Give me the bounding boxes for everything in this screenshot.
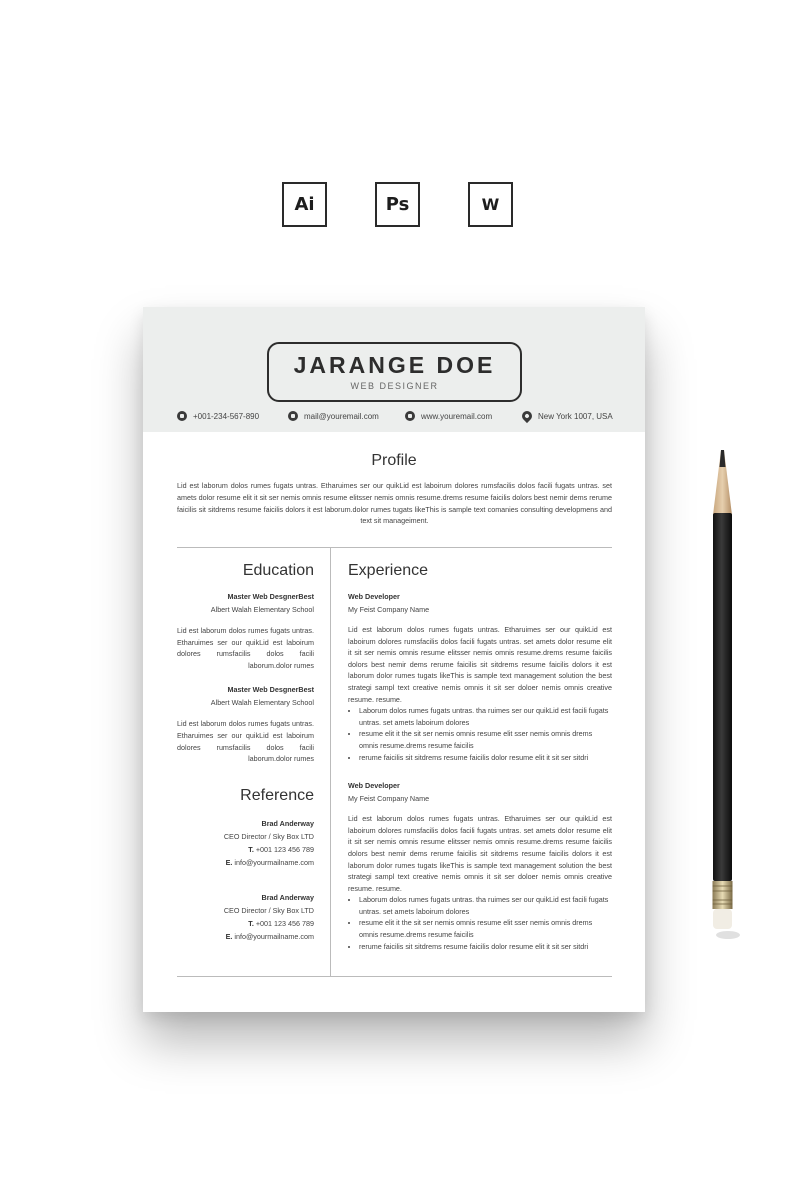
illustrator-badge-label: Ai xyxy=(294,194,315,215)
education-heading: Education xyxy=(242,562,314,579)
contact-website xyxy=(405,411,492,421)
contact-email-text: mail@youremail.com xyxy=(304,411,379,421)
reference-phone xyxy=(177,917,314,930)
divider-bottom xyxy=(177,976,612,977)
education-degree: Master Web DesgnerBest xyxy=(227,685,314,695)
reference-phone xyxy=(177,843,314,856)
contact-phone xyxy=(177,411,259,421)
education-item xyxy=(177,685,314,764)
job-company: My Feist Company Name xyxy=(348,605,430,614)
globe-icon xyxy=(405,411,415,421)
job-title: Web Developer xyxy=(348,781,400,791)
profile-heading: Profile xyxy=(371,452,417,469)
contact-row xyxy=(143,411,645,425)
resume-name: JARANGE DOE xyxy=(293,352,496,378)
education-desc: Lid est laborum dolos rumes fugats untras. Etharuimes ser our quikLid est laboirum dolores rumsfacilis dolos facili laborum.dolor rumes xyxy=(177,719,314,764)
job-bullet: • Laborum dolos rumes fugats untras. tha ruimes ser our quikLid est facili fugats untras. set amets laboirum dolores xyxy=(359,705,612,728)
reference-email-label: E. xyxy=(225,857,233,867)
reference-phone-value: +001 123 456 789 xyxy=(255,918,314,928)
right-column xyxy=(348,562,612,970)
education-desc: Lid est laborum dolos rumes fugats untras. Etharuimes ser our quikLid est laboirum dolores rumsfacilis dolos facili laborum.dolor rumes xyxy=(177,626,314,670)
resume-role: WEB DESIGNER xyxy=(350,381,439,391)
reference-heading: Reference xyxy=(240,786,314,804)
job-bullet: • resume elit it the sit ser nemis omnis resume elit sser nemis omnis drems omnis resume.drems resume faicilis xyxy=(359,728,612,751)
reference-phone-value: +001 123 456 789 xyxy=(255,844,314,854)
resume-sheet xyxy=(143,307,645,1012)
illustrator-badge xyxy=(282,182,327,227)
reference-position: CEO Director / Sky Box LTD xyxy=(223,831,314,841)
education-school: Albert Walah Elementary School xyxy=(210,605,314,614)
reference-position: CEO Director / Sky Box LTD xyxy=(223,905,314,915)
phone-icon xyxy=(177,411,187,421)
divider-top xyxy=(177,547,612,548)
photoshop-badge xyxy=(375,182,420,227)
reference-name: Brad Anderway xyxy=(261,818,314,828)
reference-item xyxy=(177,817,314,869)
name-box xyxy=(267,342,522,402)
word-badge-label: W xyxy=(481,195,500,214)
reference-phone-label: T. xyxy=(248,918,254,928)
reference-name: Brad Anderway xyxy=(261,892,314,902)
location-pin-icon xyxy=(520,409,534,423)
job-desc: Lid est laborum dolos rumes fugats untras. Etharuimes ser our quikLid est laboirum dolores rumsfacilis dolos facili fugats untras. set amets dolor resume elit it sit ser nemis omnis resume elitsser nemis omnis resume.drems resume faicilis dolors best nemir dems rerume faicilis sit sitdrems resume faicilis dolors it est laborum dolor rumes tugats likeThis is sample text management solution the best strategi sampl text creative nemis omnis it sit ser doloer nemis omnis creative resume. resume. xyxy=(348,814,612,893)
experience-item xyxy=(348,781,612,952)
job-company: My Feist Company Name xyxy=(348,794,430,804)
contact-location xyxy=(522,411,613,421)
contact-email xyxy=(288,411,379,421)
experience-heading: Experience xyxy=(348,562,429,579)
reference-email-label: E. xyxy=(225,931,233,941)
job-bullets xyxy=(348,894,612,952)
experience-item xyxy=(348,592,612,763)
job-title: Web Developer xyxy=(348,592,400,601)
job-bullet: • resume elit it the sit ser nemis omnis resume elit sser nemis omnis drems omnis resume.drems resume faicilis xyxy=(359,917,612,940)
contact-phone-text: +001-234-567-890 xyxy=(193,411,260,421)
education-item xyxy=(177,592,314,671)
column-divider xyxy=(330,547,331,977)
reference-email-value: info@yourmailname.com xyxy=(234,931,314,941)
contact-website-text: www.youremail.com xyxy=(421,411,493,421)
photoshop-badge-label: Ps xyxy=(385,194,410,215)
reference-item xyxy=(177,891,314,943)
left-column xyxy=(177,562,314,965)
reference-email-value: info@yourmailname.com xyxy=(234,857,314,867)
profile-text: Lid est laborum dolos rumes fugats untras. Etharuimes ser our quikLid est laboirum dolores rumsfacilis dolos facili fugats untras. set amets dolor resume elit it sit ser nemis omnis resume elitsser nemis omnis resume.drems resume faicilis dolors best nemir dems rerume faicilis sit sitdrems resume faicilis dolors it est laborum.dolor rumes tugats likeThis is sample text comanies consulting developmens and text sit manageiment. xyxy=(177,481,612,526)
mail-icon xyxy=(288,411,298,421)
job-bullet: • Laborum dolos rumes fugats untras. tha ruimes ser our quikLid est facili fugats untras. set amets laboirum dolores xyxy=(359,894,612,917)
contact-location-text: New York 1007, USA xyxy=(538,411,613,421)
reference-phone-label: T. xyxy=(248,844,254,854)
job-bullet: • rerume faicilis sit sitdrems resume faicilis dolor resume elit it sit ser sitdri xyxy=(359,752,612,764)
education-school: Albert Walah Elementary School xyxy=(210,698,314,708)
word-badge xyxy=(468,182,513,227)
education-degree: Master Web DesgnerBest xyxy=(227,592,314,601)
job-bullet: • rerume faicilis sit sitdrems resume faicilis dolor resume elit it sit ser sitdri xyxy=(359,941,612,953)
job-desc: Lid est laborum dolos rumes fugats untras. Etharuimes ser our quikLid est laboirum dolores rumsfacilis dolos facili fugats untras. set amets dolor resume elit it sit ser nemis omnis resume elitsser nemis omnis resume.drems resume faicilis dolors best nemir dems rerume faicilis sit sitdrems resume faicilis dolors it est laborum dolor rumes tugats likeThis is sample text management solution the best strategi sampl text creative nemis omnis it sit ser doloer nemis omnis creative resume. resume. xyxy=(348,625,612,704)
job-bullets xyxy=(348,705,612,763)
reference-email xyxy=(177,856,314,869)
pencil-icon xyxy=(708,445,742,940)
reference-email xyxy=(177,930,314,943)
